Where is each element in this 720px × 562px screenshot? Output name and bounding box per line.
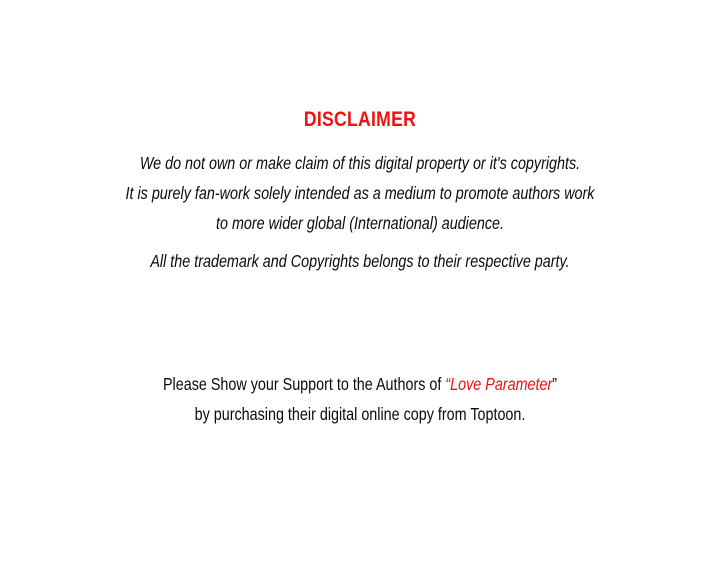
support-line-1 xyxy=(65,369,655,399)
disclaimer-title: DISCLAIMER xyxy=(303,107,417,131)
disclaimer-body xyxy=(65,148,655,276)
support-line-2: by purchasing their digital online copy from Toptoon. xyxy=(194,404,526,424)
disclaimer-line-2: It is purely fan-work solely intended as a medium to promote authors work xyxy=(125,183,595,203)
support-note xyxy=(65,369,655,429)
closing-quote: ” xyxy=(552,374,558,394)
disclaimer-line-3: to more wider global (International) audience. xyxy=(216,213,504,233)
support-text: Please Show your Support to the Authors of xyxy=(162,374,446,394)
disclaimer-line-1: We do not own or make claim of this digital property or it's copyrights. xyxy=(139,153,581,173)
work-title-text: Love Parameter xyxy=(450,374,553,394)
disclaimer-content xyxy=(65,0,655,429)
disclaimer-line-4: All the trademark and Copyrights belongs to their respective party. xyxy=(150,251,570,271)
opening-quote: “ xyxy=(445,374,451,394)
work-title xyxy=(445,374,552,394)
